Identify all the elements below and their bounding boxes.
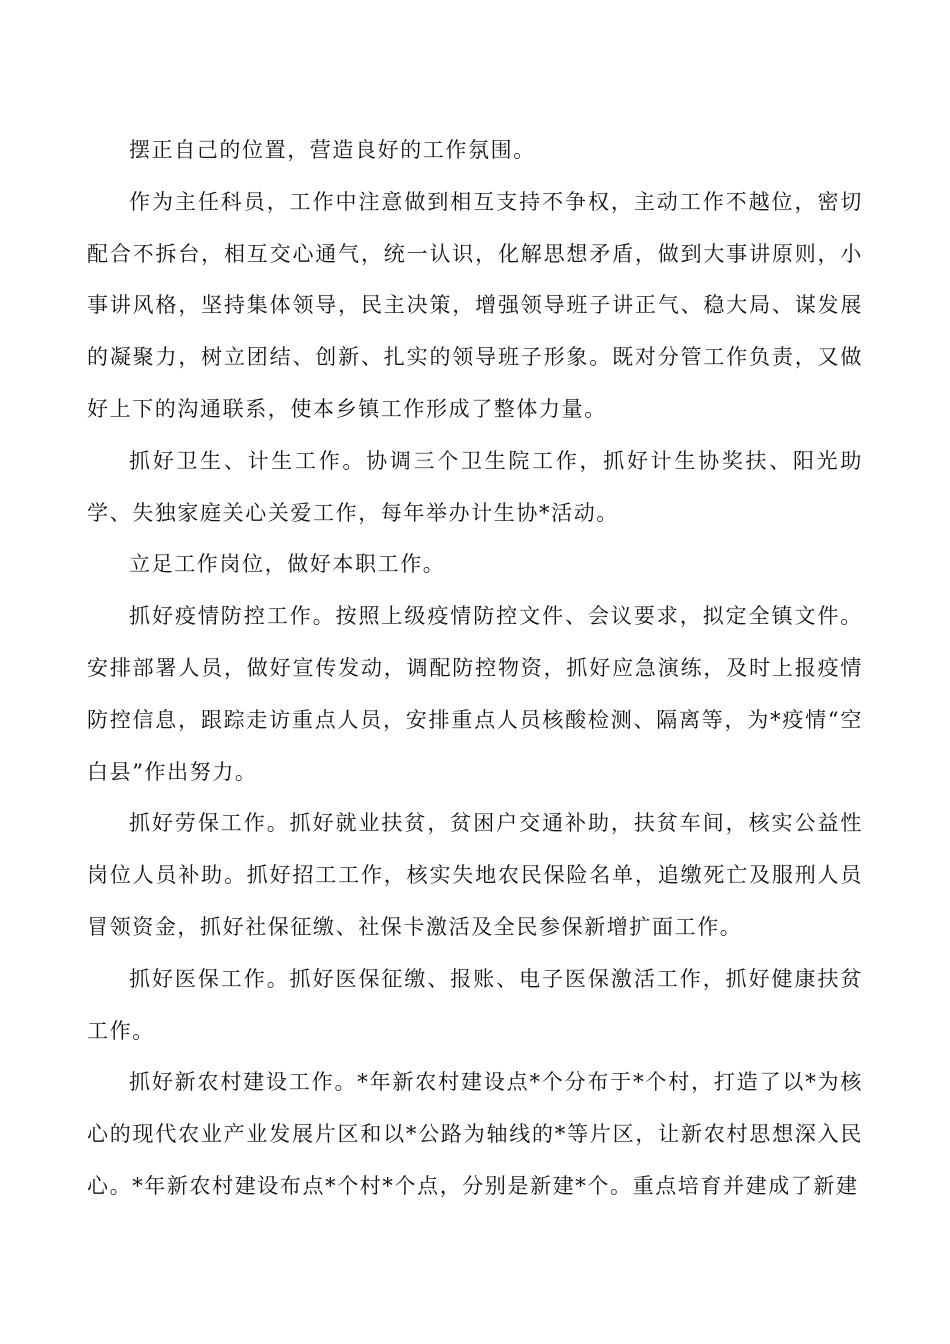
paragraph-new-countryside: 抓好新农村建设工作。*年新农村建设点*个分布于*个村，打造了以*为核心的现代农业产业发展片区和以*公路为轴线的*等片区，让新农村思想深入民心。*年新农村建设布点*个村*个点，分别是新建*个。重点培育并建成了新建 [87, 1070, 863, 1198]
paragraph-teamwork: 作为主任科员，工作中注意做到相互支持不争权，主动工作不越位，密切配合不拆台，相互交心通气，统一认识，化解思想矛盾，做到大事讲原则，小事讲风格，坚持集体领导，民主决策，增强领导班子讲正气、稳大局、谋发展的凝聚力，树立团结、创新、扎实的领导班子形象。既对分管工作负责，又做好上下的沟通联系，使本乡镇工作形成了整体力量。 [87, 189, 863, 421]
document-body [87, 125, 863, 1213]
paragraph-epidemic-control: 抓好疫情防控工作。按照上级疫情防控文件、会议要求，拟定全镇文件。安排部署人员，做好宣传发动，调配防控物资，抓好应急演练，及时上报疫情防控信息，跟踪走访重点人员，安排重点人员核酸检测、隔离等，为*疫情“空白县”作出努力。 [87, 604, 863, 784]
paragraph-position: 摆正自己的位置，营造良好的工作氛围。 [129, 138, 536, 162]
paragraph-labor-security: 抓好劳保工作。抓好就业扶贫，贫困户交通补助，扶贫车间，核实公益性岗位人员补助。抓好招工工作，核实失地农民保险名单，追缴死亡及服刑人员冒领资金，抓好社保征缴、社保卡激活及全民参保新增扩面工作。 [87, 811, 863, 939]
paragraph-job-duty: 立足工作岗位，做好本职工作。 [129, 552, 446, 577]
paragraph-health-family-planning: 抓好卫生、计生工作。协调三个卫生院工作，抓好计生协奖扶、阳光助学、失独家庭关心关爱工作，每年举办计生协*活动。 [87, 448, 863, 525]
paragraph-medical-insurance: 抓好医保工作。抓好医保征缴、报账、电子医保激活工作，抓好健康扶贫工作。 [87, 966, 863, 1043]
